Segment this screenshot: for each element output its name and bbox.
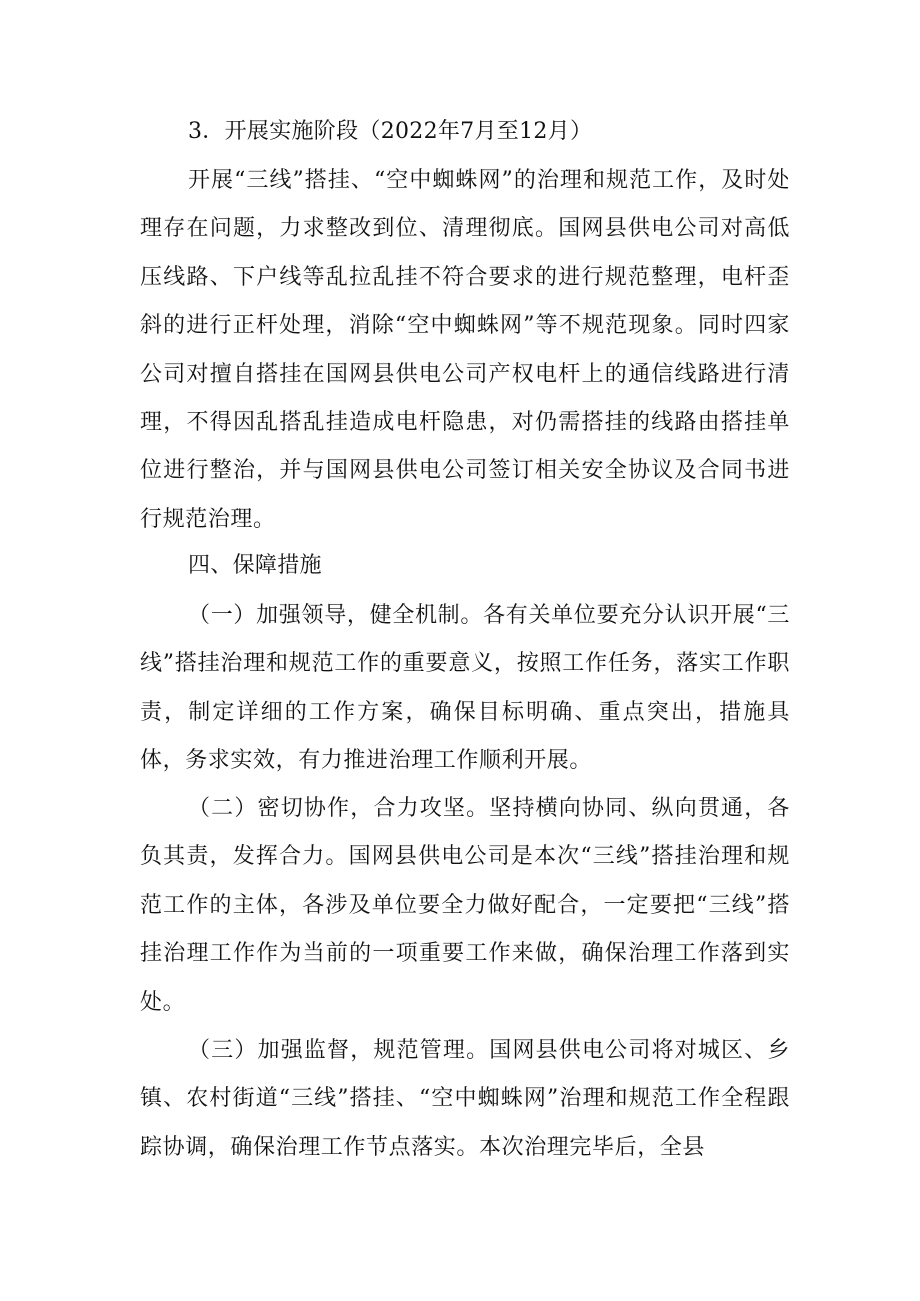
stage-heading: 3．开展实施阶段（2022年7月至12月） bbox=[188, 119, 593, 144]
measure-paragraph-2: （二）密切协作，合力攻坚。坚持横向协同、纵向贯通，各负其责，发挥合力。国网县供电公司是本次“三线”搭挂治理和规范工作的主体，各涉及单位要全力做好配合，一定要把“三线”搭挂治理工作作为当前的一项重要工作来做，确保治理工作落到实处。 bbox=[140, 796, 790, 1015]
stage-paragraph: 开展“三线”搭挂、“空中蜘蛛网”的治理和规范工作，及时处理存在问题，力求整改到位、清理彻底。国网县供电公司对高低压线路、下户线等乱拉乱挂不符合要求的进行规范整理，电杆歪斜的进行正杆处理，消除“空中蜘蛛网”等不规范现象。同时四家公司对擅自搭挂在国网县供电公司产权电杆上的通信线路进行清理，不得因乱搭乱挂造成电杆隐患，对仍需搭挂的线路由搭挂单位进行整治，并与国网县供电公司签订相关安全协议及合同书进行规范治理。 bbox=[140, 168, 790, 532]
measure-paragraph-1: （一）加强领导，健全机制。各有关单位要充分认识开展“三线”搭挂治理和规范工作的重要意义，按照工作任务，落实工作职责，制定详细的工作方案，确保目标明确、重点突出，措施具体，务求实效，有力推进治理工作顺利开展。 bbox=[140, 603, 790, 774]
measure-paragraph-3: （三）加强监督，规范管理。国网县供电公司将对城区、乡镇、农村街道“三线”搭挂、“空中蜘蛛网”治理和规范工作全程跟踪协调，确保治理工作节点落实。本次治理完毕后，全县 bbox=[140, 1038, 790, 1160]
section-heading: 四、保障措施 bbox=[188, 553, 322, 578]
